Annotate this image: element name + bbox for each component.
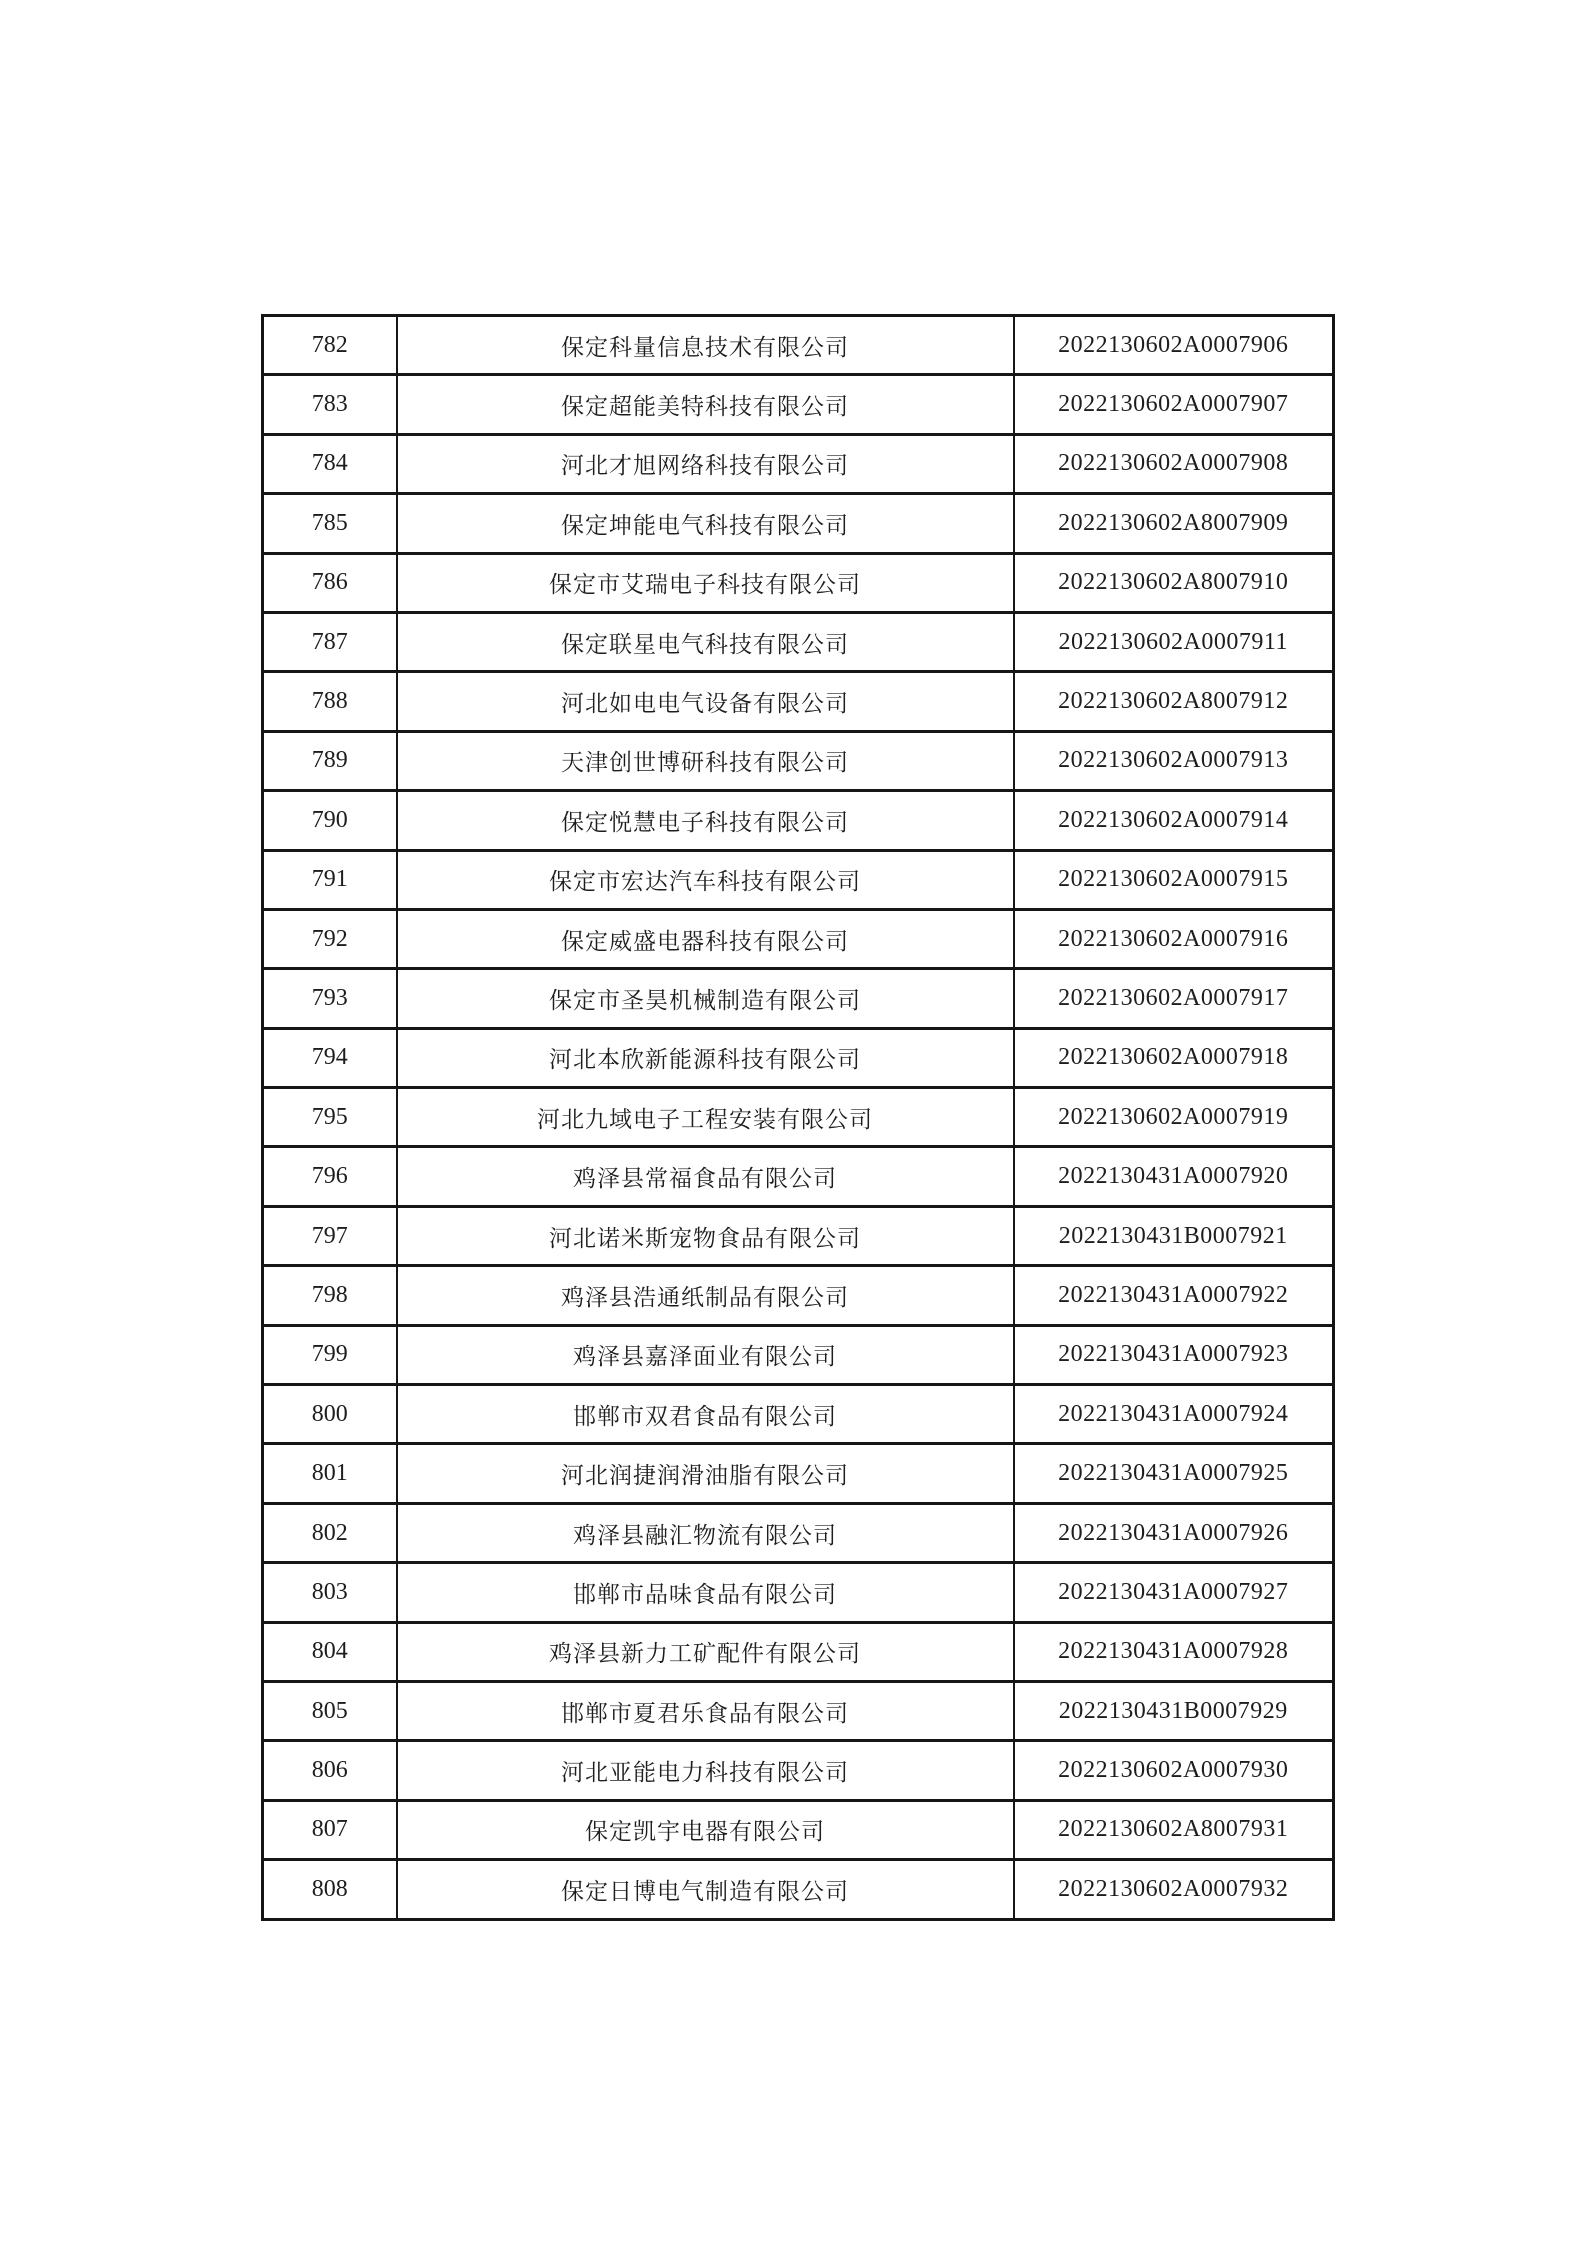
cell-row-number: 802	[263, 1503, 397, 1562]
cell-company-name: 邯郸市品味食品有限公司	[397, 1563, 1014, 1622]
cell-company-name: 河北本欣新能源科技有限公司	[397, 1028, 1014, 1087]
cell-registration-code: 2022130602A0007911	[1014, 612, 1334, 671]
cell-company-name: 河北润捷润滑油脂有限公司	[397, 1444, 1014, 1503]
cell-row-number: 797	[263, 1206, 397, 1265]
cell-company-name: 鸡泽县新力工矿配件有限公司	[397, 1622, 1014, 1681]
cell-registration-code: 2022130431A0007927	[1014, 1563, 1334, 1622]
table-row	[263, 375, 1334, 434]
table-row	[263, 850, 1334, 909]
table-row	[263, 909, 1334, 968]
cell-company-name: 邯郸市夏君乐食品有限公司	[397, 1681, 1014, 1740]
cell-registration-code: 2022130602A0007916	[1014, 909, 1334, 968]
cell-row-number: 805	[263, 1681, 397, 1740]
cell-registration-code: 2022130431A0007922	[1014, 1266, 1334, 1325]
cell-company-name: 保定联星电气科技有限公司	[397, 612, 1014, 671]
cell-company-name: 河北九域电子工程安装有限公司	[397, 1088, 1014, 1147]
table-row	[263, 434, 1334, 493]
cell-row-number: 800	[263, 1385, 397, 1444]
table-row	[263, 1147, 1334, 1206]
cell-company-name: 保定悦慧电子科技有限公司	[397, 791, 1014, 850]
cell-registration-code: 2022130602A8007912	[1014, 672, 1334, 731]
cell-company-name: 河北才旭网络科技有限公司	[397, 434, 1014, 493]
cell-company-name: 保定市艾瑞电子科技有限公司	[397, 553, 1014, 612]
table-row	[263, 1444, 1334, 1503]
cell-registration-code: 2022130431A0007928	[1014, 1622, 1334, 1681]
table-row	[263, 1325, 1334, 1384]
cell-registration-code: 2022130431B0007929	[1014, 1681, 1334, 1740]
cell-row-number: 798	[263, 1266, 397, 1325]
cell-row-number: 787	[263, 612, 397, 671]
table-row	[263, 1741, 1334, 1800]
company-registry-table	[261, 314, 1335, 1921]
cell-registration-code: 2022130602A0007906	[1014, 316, 1334, 375]
cell-row-number: 792	[263, 909, 397, 968]
table-row	[263, 1028, 1334, 1087]
cell-row-number: 784	[263, 434, 397, 493]
cell-registration-code: 2022130602A8007910	[1014, 553, 1334, 612]
cell-registration-code: 2022130431A0007920	[1014, 1147, 1334, 1206]
cell-row-number: 807	[263, 1800, 397, 1859]
table-row	[263, 1800, 1334, 1859]
cell-registration-code: 2022130602A0007919	[1014, 1088, 1334, 1147]
table-row	[263, 731, 1334, 790]
cell-company-name: 天津创世博研科技有限公司	[397, 731, 1014, 790]
cell-registration-code: 2022130431A0007925	[1014, 1444, 1334, 1503]
cell-registration-code: 2022130602A0007907	[1014, 375, 1334, 434]
cell-company-name: 鸡泽县常福食品有限公司	[397, 1147, 1014, 1206]
cell-row-number: 789	[263, 731, 397, 790]
cell-row-number: 783	[263, 375, 397, 434]
cell-company-name: 保定科量信息技术有限公司	[397, 316, 1014, 375]
cell-row-number: 808	[263, 1860, 397, 1919]
cell-row-number: 801	[263, 1444, 397, 1503]
cell-registration-code: 2022130602A0007914	[1014, 791, 1334, 850]
cell-company-name: 保定市圣昊机械制造有限公司	[397, 969, 1014, 1028]
table-row	[263, 1385, 1334, 1444]
cell-company-name: 保定坤能电气科技有限公司	[397, 494, 1014, 553]
cell-row-number: 795	[263, 1088, 397, 1147]
cell-company-name: 保定日博电气制造有限公司	[397, 1860, 1014, 1919]
table-row	[263, 1681, 1334, 1740]
cell-company-name: 鸡泽县浩通纸制品有限公司	[397, 1266, 1014, 1325]
cell-registration-code: 2022130602A0007913	[1014, 731, 1334, 790]
cell-registration-code: 2022130602A8007931	[1014, 1800, 1334, 1859]
table-row	[263, 553, 1334, 612]
cell-row-number: 799	[263, 1325, 397, 1384]
cell-registration-code: 2022130602A0007930	[1014, 1741, 1334, 1800]
table-row	[263, 1503, 1334, 1562]
cell-row-number: 790	[263, 791, 397, 850]
cell-registration-code: 2022130431B0007921	[1014, 1206, 1334, 1265]
cell-registration-code: 2022130602A0007917	[1014, 969, 1334, 1028]
cell-registration-code: 2022130431A0007924	[1014, 1385, 1334, 1444]
table-row	[263, 1860, 1334, 1919]
cell-row-number: 786	[263, 553, 397, 612]
cell-registration-code: 2022130602A8007909	[1014, 494, 1334, 553]
cell-company-name: 保定凯宇电器有限公司	[397, 1800, 1014, 1859]
cell-registration-code: 2022130431A0007926	[1014, 1503, 1334, 1562]
cell-company-name: 鸡泽县嘉泽面业有限公司	[397, 1325, 1014, 1384]
cell-company-name: 河北亚能电力科技有限公司	[397, 1741, 1014, 1800]
cell-company-name: 鸡泽县融汇物流有限公司	[397, 1503, 1014, 1562]
table-row	[263, 1088, 1334, 1147]
table-row	[263, 1266, 1334, 1325]
cell-registration-code: 2022130431A0007923	[1014, 1325, 1334, 1384]
table-row	[263, 494, 1334, 553]
cell-registration-code: 2022130602A0007918	[1014, 1028, 1334, 1087]
cell-row-number: 782	[263, 316, 397, 375]
table-row	[263, 1622, 1334, 1681]
table-row	[263, 612, 1334, 671]
table-row	[263, 316, 1334, 375]
cell-row-number: 793	[263, 969, 397, 1028]
cell-registration-code: 2022130602A0007908	[1014, 434, 1334, 493]
table-row	[263, 1563, 1334, 1622]
cell-row-number: 788	[263, 672, 397, 731]
cell-row-number: 804	[263, 1622, 397, 1681]
table-row	[263, 672, 1334, 731]
cell-row-number: 794	[263, 1028, 397, 1087]
cell-company-name: 河北如电电气设备有限公司	[397, 672, 1014, 731]
cell-company-name: 保定威盛电器科技有限公司	[397, 909, 1014, 968]
table-row	[263, 791, 1334, 850]
cell-company-name: 河北诺米斯宠物食品有限公司	[397, 1206, 1014, 1265]
cell-registration-code: 2022130602A0007932	[1014, 1860, 1334, 1919]
cell-row-number: 803	[263, 1563, 397, 1622]
cell-company-name: 邯郸市双君食品有限公司	[397, 1385, 1014, 1444]
cell-registration-code: 2022130602A0007915	[1014, 850, 1334, 909]
cell-company-name: 保定市宏达汽车科技有限公司	[397, 850, 1014, 909]
cell-row-number: 796	[263, 1147, 397, 1206]
table-row	[263, 969, 1334, 1028]
cell-row-number: 806	[263, 1741, 397, 1800]
cell-company-name: 保定超能美特科技有限公司	[397, 375, 1014, 434]
cell-row-number: 785	[263, 494, 397, 553]
table-body	[263, 316, 1334, 1920]
cell-row-number: 791	[263, 850, 397, 909]
table-row	[263, 1206, 1334, 1265]
